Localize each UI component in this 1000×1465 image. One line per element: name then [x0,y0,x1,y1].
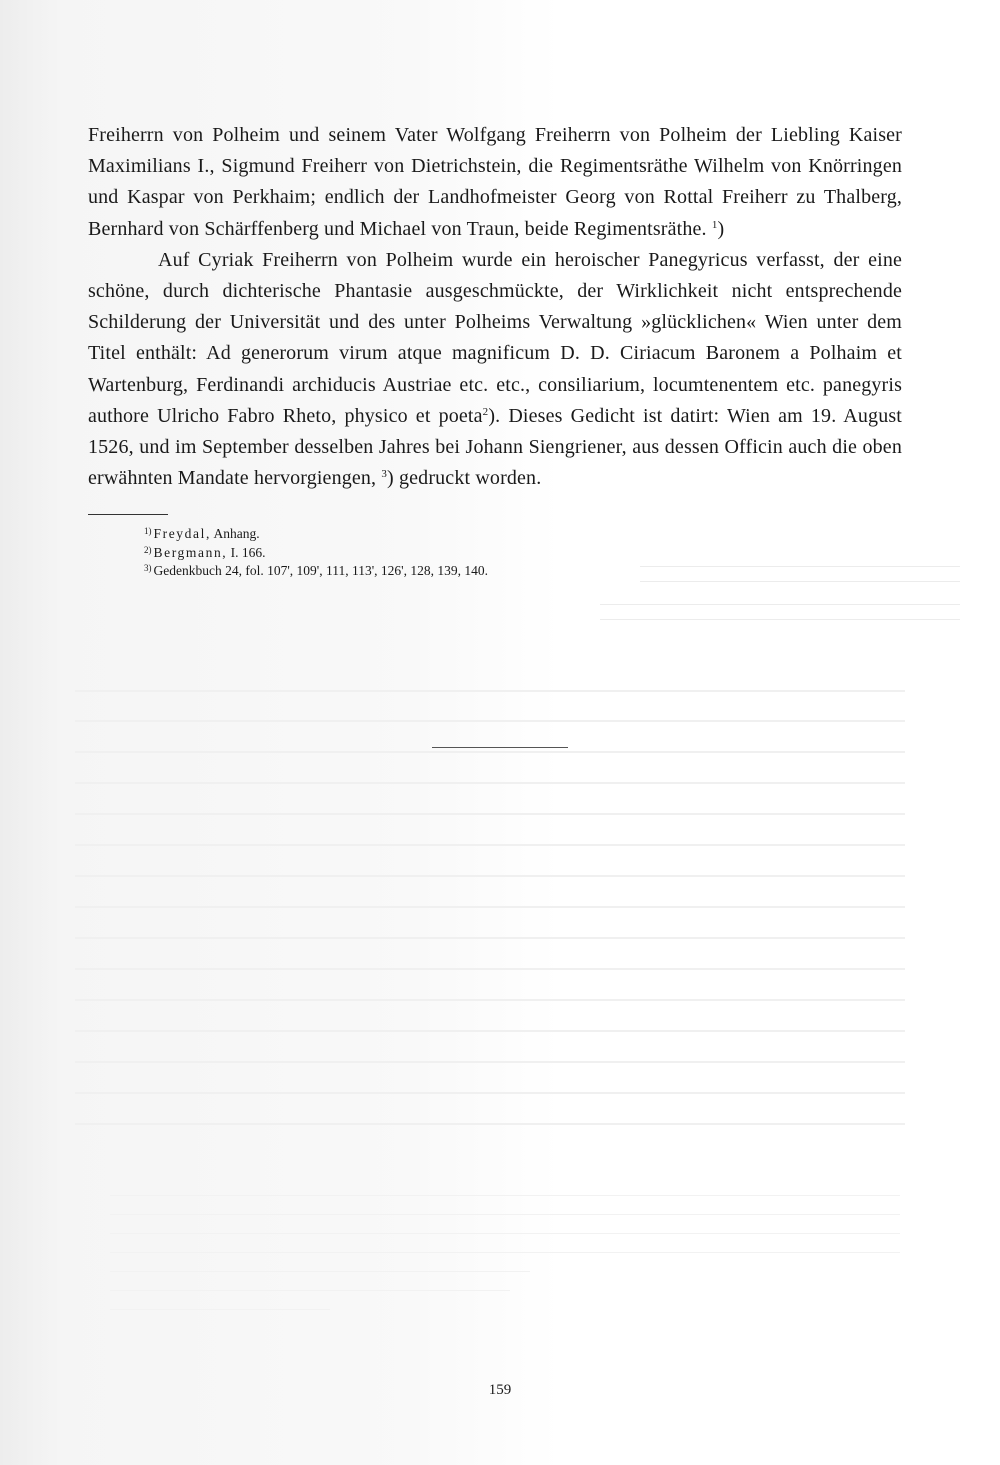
page-number: 159 [488,1382,512,1398]
footnote-mark: 3) [144,563,152,574]
footnote [144,562,902,581]
footnote-mark: 2) [144,544,152,555]
footnote-author: Freydal, [153,526,211,542]
footnotes [88,525,902,581]
body-text [88,120,902,494]
paragraph-text: gedruckt worden. [399,467,542,490]
paragraph-text: Freiherrn von Polheim und seinem Vater Wolfgang Freiherrn von Polheim der Liebling Kaiser Maximilians I., Sigmund Freiherr von Dietrichstein, die Regimentsräthe Wilhelm von Knörringen und Kaspar von Perkhaim; endlich der Landhofmeister Georg von Rottal Freiherr zu Thalberg, Bernhard von Schärffenberg und Michael von Traun, beide Regimentsräthe. [88,124,902,240]
paragraph [88,120,902,245]
page-content [88,120,902,581]
footnote-text: 24, fol. 107', 109', 111, 113', 126', 128, 139, 140. [221,563,488,579]
footnote-mark: 1) [144,526,152,537]
footnote-reference-paren: ) [387,467,394,490]
section-end-rule [432,747,568,748]
footnote-text: Anhang. [210,526,260,542]
footnote [144,544,902,563]
footnote-author: Gedenkbuch [153,563,222,579]
paragraph-text: Auf Cyriak Freiherrn von Polheim wurde ein heroischer Panegyricus verfasst, der eine schöne, durch dichterische Phantasie ausgeschmückte, der Wirklichkeit nicht entsprechende Schilderung der Universität und des unter Polheims Verwaltung »glücklichen« Wien unter dem Titel enthält: Ad generorum virum atque magnificum D. D. Ciriacum Baronem a Polhaim et Wartenburg, Ferdinandi archiducis Austriae etc. etc., consiliarium, locumtenentem etc. panegyris authore Ulricho Fabro Rheto, physico et poeta [88,248,902,427]
footnote-reference-paren: ) [717,217,725,240]
footnote-text: I. 166. [227,544,266,560]
footnote-reference: 2 [482,405,489,418]
footnote [144,525,902,544]
paragraph-text: ). Dieses Gedicht ist datirt: Wien am 19. August 1526, und im September desselben Jahres bei Johann Siengriener, aus dessen Officin auch die oben erwähnten Mandate hervorgiengen, [88,404,902,490]
paragraph [88,245,902,495]
footnote-author: Bergmann, [153,544,228,560]
footnote-reference: 3 [381,468,388,481]
footnote-reference: 1 [711,218,718,231]
footnote-separator [88,514,168,515]
